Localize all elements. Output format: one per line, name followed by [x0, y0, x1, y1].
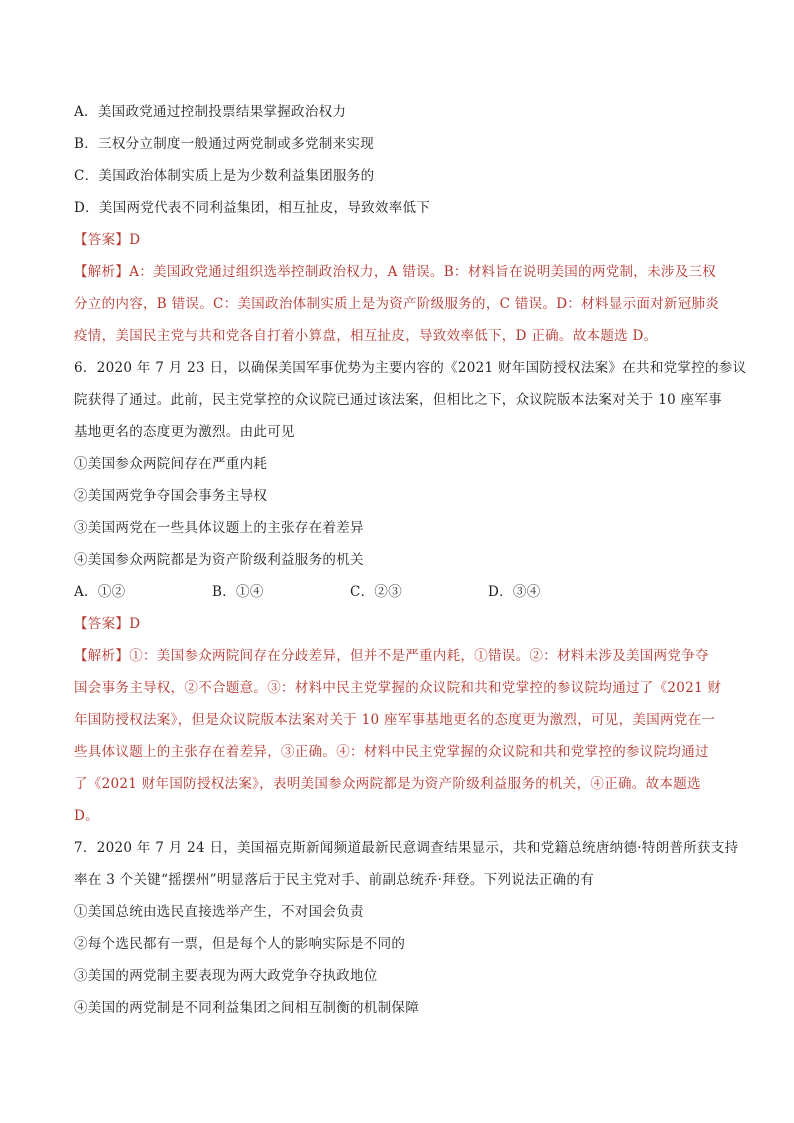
q6-statement: ③美国两党在一些具体议题上的主张存在着差异 — [74, 520, 364, 536]
q6-analysis-line: 国会事务主导权，②不合题意。③：材料中民主党掌握的众议院和共和党掌控的参议院均通过了《2021 财 — [74, 680, 722, 696]
q5-analysis-line: 【解析】A：美国政党通过组织选举控制政治权力，A 错误。B：材料旨在说明美国的两党制，未涉及三权 — [74, 264, 717, 280]
q5-option-a: A．美国政党通过控制投票结果掌握政治权力 — [74, 104, 347, 120]
q5-analysis-line: 分立的内容，B 错误。C：美国政治体制实质上是为资产阶级服务的，C 错误。D：材料显示面对新冠肺炎 — [74, 296, 720, 312]
q7-stem-line: 7．2020 年 7 月 24 日，美国福克斯新闻频道最新民意调查结果显示，共和党籍总统唐纳德·特朗普所获支持 — [74, 840, 739, 856]
q5-option-d: D．美国两党代表不同利益集团，相互扯皮，导致效率低下 — [74, 200, 431, 216]
q7-statement: ②每个选民都有一票，但是每个人的影响实际是不同的 — [74, 936, 406, 952]
q5-option-c: C．美国政治体制实质上是为少数利益集团服务的 — [74, 168, 375, 184]
q6-choice-c: C．②③ — [350, 584, 403, 600]
q7-statement: ③美国的两党制主要表现为两大政党争夺执政地位 — [74, 968, 378, 984]
q5-option-b: B．三权分立制度一般通过两党制或多党制来实现 — [74, 136, 375, 152]
q6-statement: ④美国参众两院都是为资产阶级利益服务的机关 — [74, 552, 364, 568]
q6-analysis-line: 年国防授权法案》，但是众议院版本法案对关于 10 座军事基地更名的态度更为激烈，可见，美国两党在一 — [74, 712, 716, 728]
q7-statement: ④美国的两党制是不同利益集团之间相互制衡的机制保障 — [74, 1000, 419, 1016]
q6-answer: 【答案】D — [74, 616, 141, 632]
q6-stem-line: 基地更名的态度更为激烈。由此可见 — [74, 424, 295, 440]
q6-stem-line: 院获得了通过。此前，民主党掌控的众议院已通过该法案，但相比之下，众议院版本法案对关于 10 座军事 — [74, 392, 722, 408]
q7-stem-line: 率在 3 个关键“摇摆州”明显落后于民主党对手、前副总统乔·拜登。下列说法正确的有 — [74, 872, 595, 888]
q6-choice-b: B．①④ — [212, 584, 264, 600]
q6-analysis-line: 些具体议题上的主张存在着差异，③正确。④：材料中民主党掌握的众议院和共和党掌控的参议院均通过 — [74, 744, 709, 760]
q6-analysis-line: D。 — [74, 808, 99, 824]
q6-stem-line: 6．2020 年 7 月 23 日，以确保美国军事优势为主要内容的《2021 财年国防授权法案》在共和党掌控的参议 — [74, 360, 747, 376]
q6-choice-a: A．①② — [74, 584, 126, 600]
q6-analysis-line: 【解析】①：美国参众两院间存在分歧差异，但并不是严重内耗，①错误。②：材料未涉及美国两党争夺 — [74, 648, 709, 664]
q6-statement: ①美国参众两院间存在严重内耗 — [74, 456, 268, 472]
q7-statement: ①美国总统由选民直接选举产生，不对国会负责 — [74, 904, 364, 920]
q5-answer: 【答案】D — [74, 232, 141, 248]
q6-choice-d: D．③④ — [488, 584, 541, 600]
q6-analysis-line: 了《2021 财年国防授权法案》，表明美国参众两院都是为资产阶级利益服务的机关，④正确。故本题选 — [74, 776, 701, 792]
q6-statement: ②美国两党争夺国会事务主导权 — [74, 488, 268, 504]
q5-analysis-line: 疫情，美国民主党与共和党各自打着小算盘，相互扯皮，导致效率低下，D 正确。故本题选 D。 — [74, 328, 658, 344]
